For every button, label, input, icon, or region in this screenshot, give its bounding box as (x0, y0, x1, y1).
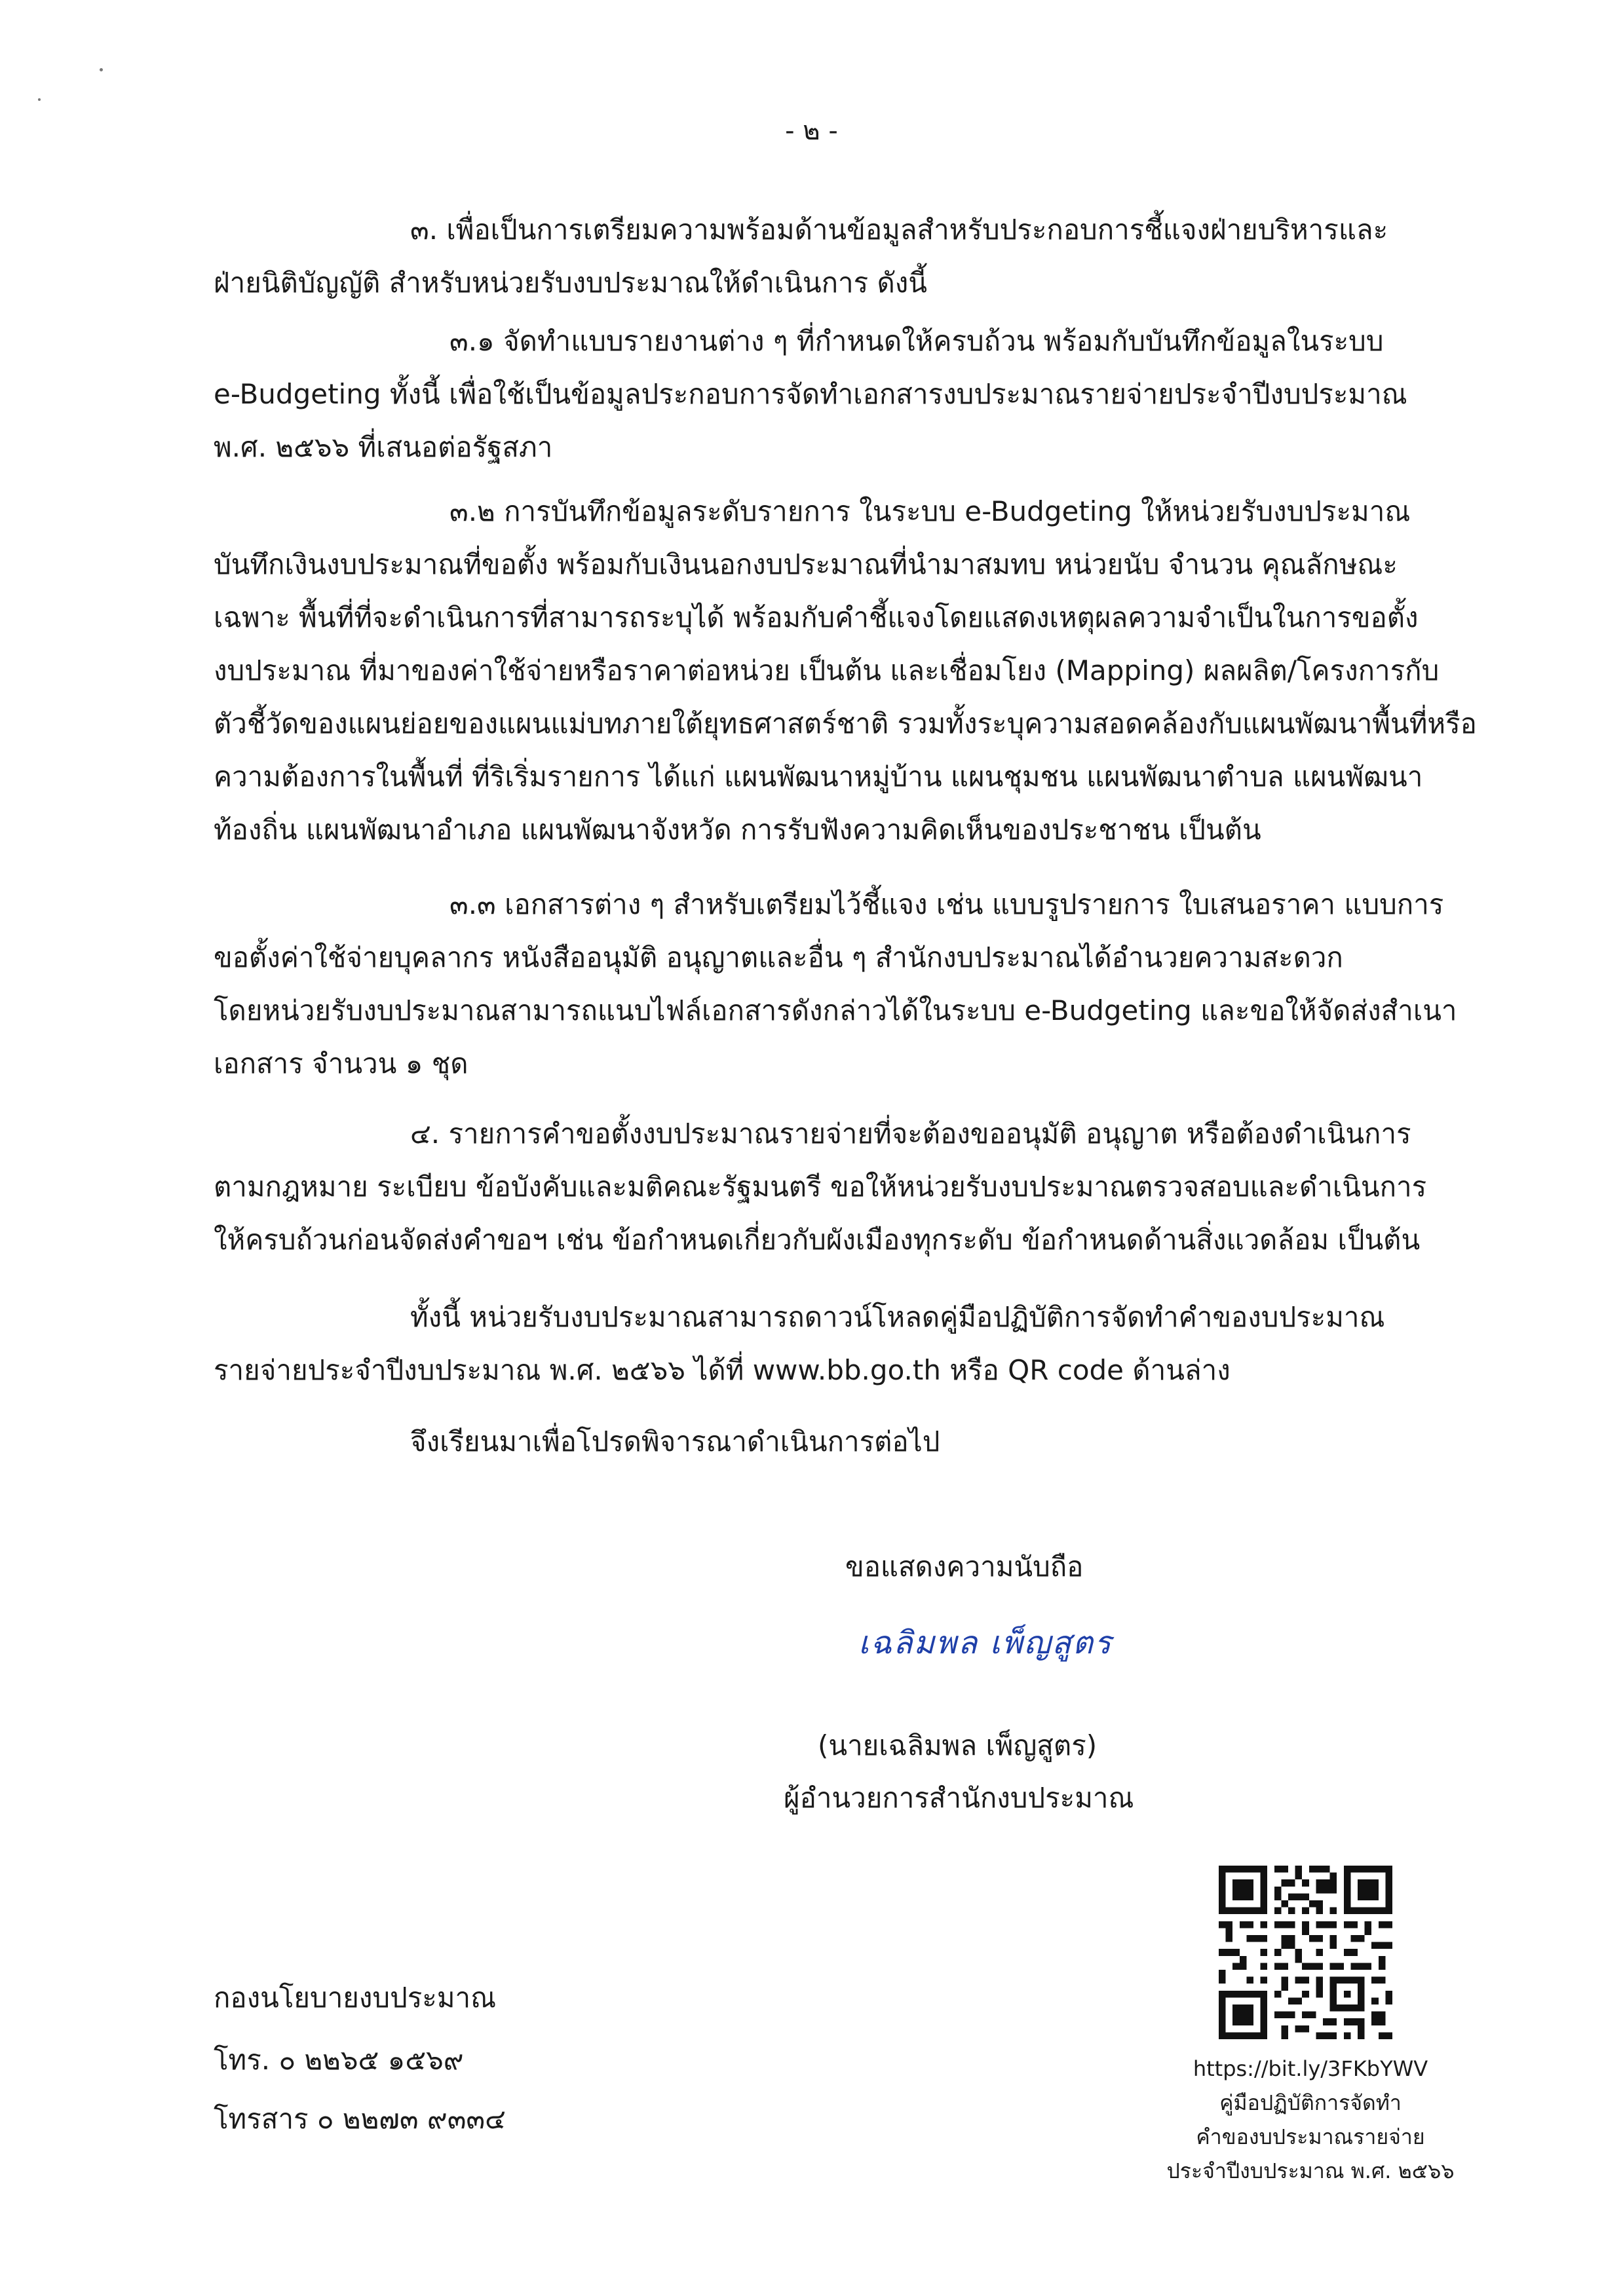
paragraph-line: ๓.๑ จัดทำแบบรายงานต่าง ๆ ที่กำหนดให้ครบถ้วน พร้อมกับบันทึกข้อมูลในระบบ (449, 325, 1384, 357)
signer-title: ผู้อำนวยการสำนักงบประมาณ (784, 1782, 1134, 1814)
handwritten-signature: เฉลิมพล เพ็ญสูตร (858, 1625, 1113, 1661)
qr-link[interactable]: https://bit.ly/3FKbYWV (1193, 2056, 1428, 2081)
paragraph-closing-request (214, 1415, 1415, 1468)
qr-caption-line: ประจำปีงบประมาณ พ.ศ. ๒๕๖๖ (1166, 2158, 1455, 2183)
paragraph-line: ๓.๒ การบันทึกข้อมูลระดับรายการ ในระบบ e-Budgeting ให้หน่วยรับงบประมาณ (449, 495, 1411, 527)
page-number: - ๒ - (785, 116, 838, 146)
qr-caption-line: คำของบประมาณรายจ่าย (1196, 2124, 1425, 2149)
paragraph-4 (214, 1107, 1427, 1266)
salutation: ขอแสดงความนับถือ (845, 1551, 1084, 1583)
paragraph-line: ๔. รายการคำขอตั้งงบประมาณรายจ่ายที่จะต้องขออนุมัติ อนุญาต หรือต้องดำเนินการ (410, 1118, 1411, 1150)
paragraph-line: ตัวชี้วัดของแผนย่อยของแผนแม่บทภายใต้ยุทธศาสตร์ชาติ รวมทั้งระบุความสอดคล้องกับแผนพัฒนาพื้นที่หรือ (214, 707, 1477, 740)
paragraph-line: e-Budgeting ทั้งนี้ เพื่อใช้เป็นข้อมูลประกอบการจัดทำเอกสารงบประมาณรายจ่ายประจำปีงบประมาณ (214, 378, 1407, 410)
scan-speck (100, 68, 103, 71)
paragraph-line: ให้ครบถ้วนก่อนจัดส่งคำขอฯ เช่น ข้อกำหนดเกี่ยวกับผังเมืองทุกระดับ ข้อกำหนดด้านสิ่งแวดล้อม เป็นต้น (214, 1224, 1421, 1256)
paragraph-line: บันทึกเงินงบประมาณที่ขอตั้ง พร้อมกับเงินนอกงบประมาณที่นำมาสมทบ หน่วยนับ จำนวน คุณลักษณะ (214, 548, 1398, 580)
paragraph-line: รายจ่ายประจำปีงบประมาณ พ.ศ. ๒๕๖๖ ได้ที่ www.bb.go.th หรือ QR code ด้านล่าง (214, 1354, 1231, 1386)
signer-name: (นายเฉลิมพล เพ็ญสูตร) (818, 1729, 1098, 1761)
paragraph-line: พ.ศ. ๒๕๖๖ ที่เสนอต่อรัฐสภา (214, 431, 553, 463)
paragraph-download-note (214, 1290, 1415, 1397)
paragraph-line: เฉพาะ พื้นที่ที่จะดำเนินการที่สามารถระบุได้ พร้อมกับคำชี้แจงโดยแสดงเหตุผลความจำเป็นในการขอตั้ง (214, 601, 1419, 633)
paragraph-3-2 (214, 485, 1477, 856)
paragraph-line: โดยหน่วยรับงบประมาณสามารถแนบไฟล์เอกสารดังกล่าวได้ในระบบ e-Budgeting และขอให้จัดส่งสำเนา (214, 994, 1457, 1026)
scan-speck (38, 98, 41, 101)
department-name: กองนโยบายงบประมาณ (214, 1982, 497, 2014)
fax-number: โทรสาร ๐ ๒๒๗๓ ๙๓๓๔ (214, 2103, 506, 2135)
phone-number: โทร. ๐ ๒๒๖๕ ๑๕๖๙ (214, 2044, 464, 2076)
paragraph-line: ทั้งนี้ หน่วยรับงบประมาณสามารถดาวน์โหลดคู่มือปฏิบัติการจัดทำคำของบประมาณ (410, 1301, 1385, 1333)
paragraph-line: ๓.๓ เอกสารต่าง ๆ สำหรับเตรียมไว้ชี้แจง เช่น แบบรูปรายการ ใบเสนอราคา แบบการ (449, 888, 1444, 920)
paragraph-line: ๓. เพื่อเป็นการเตรียมความพร้อมด้านข้อมูลสำหรับประกอบการชี้แจงฝ่ายบริหารและ (410, 214, 1388, 246)
paragraph-line: เอกสาร จำนวน ๑ ชุด (214, 1047, 468, 1080)
paragraph-3-1 (214, 314, 1415, 474)
paragraph-line: งบประมาณ ที่มาของค่าใช้จ่ายหรือราคาต่อหน่วย เป็นต้น และเชื่อมโยง (Mapping) ผลผลิต/โครงการกับ (214, 654, 1440, 687)
paragraph-1 (214, 203, 1415, 309)
paragraph-3-3 (214, 878, 1457, 1090)
qr-caption (1114, 2052, 1507, 2188)
paragraph-line: ขอตั้งค่าใช้จ่ายบุคลากร หนังสืออนุมัติ อนุญาตและอื่น ๆ สำนักงบประมาณได้อำนวยความสะดวก (214, 941, 1343, 973)
qr-code-image[interactable] (1219, 1866, 1392, 2039)
paragraph-line: ตามกฎหมาย ระเบียบ ข้อบังคับและมติคณะรัฐมนตรี ขอให้หน่วยรับงบประมาณตรวจสอบและดำเนินการ (214, 1171, 1427, 1203)
paragraph-line: ฝ่ายนิติบัญญัติ สำหรับหน่วยรับงบประมาณให้ดำเนินการ ดังนี้ (214, 267, 928, 299)
paragraph-line: ท้องถิ่น แผนพัฒนาอำเภอ แผนพัฒนาจังหวัด การรับฟังความคิดเห็นของประชาชน เป็นต้น (214, 814, 1261, 846)
paragraph-line: จึงเรียนมาเพื่อโปรดพิจารณาดำเนินการต่อไป (410, 1425, 940, 1458)
paragraph-line: ความต้องการในพื้นที่ ที่ริเริ่มรายการ ได้แก่ แผนพัฒนาหมู่บ้าน แผนชุมชน แผนพัฒนาตำบล แผนพัฒนา (214, 761, 1423, 793)
qr-caption-line: คู่มือปฏิบัติการจัดทำ (1219, 2090, 1402, 2115)
